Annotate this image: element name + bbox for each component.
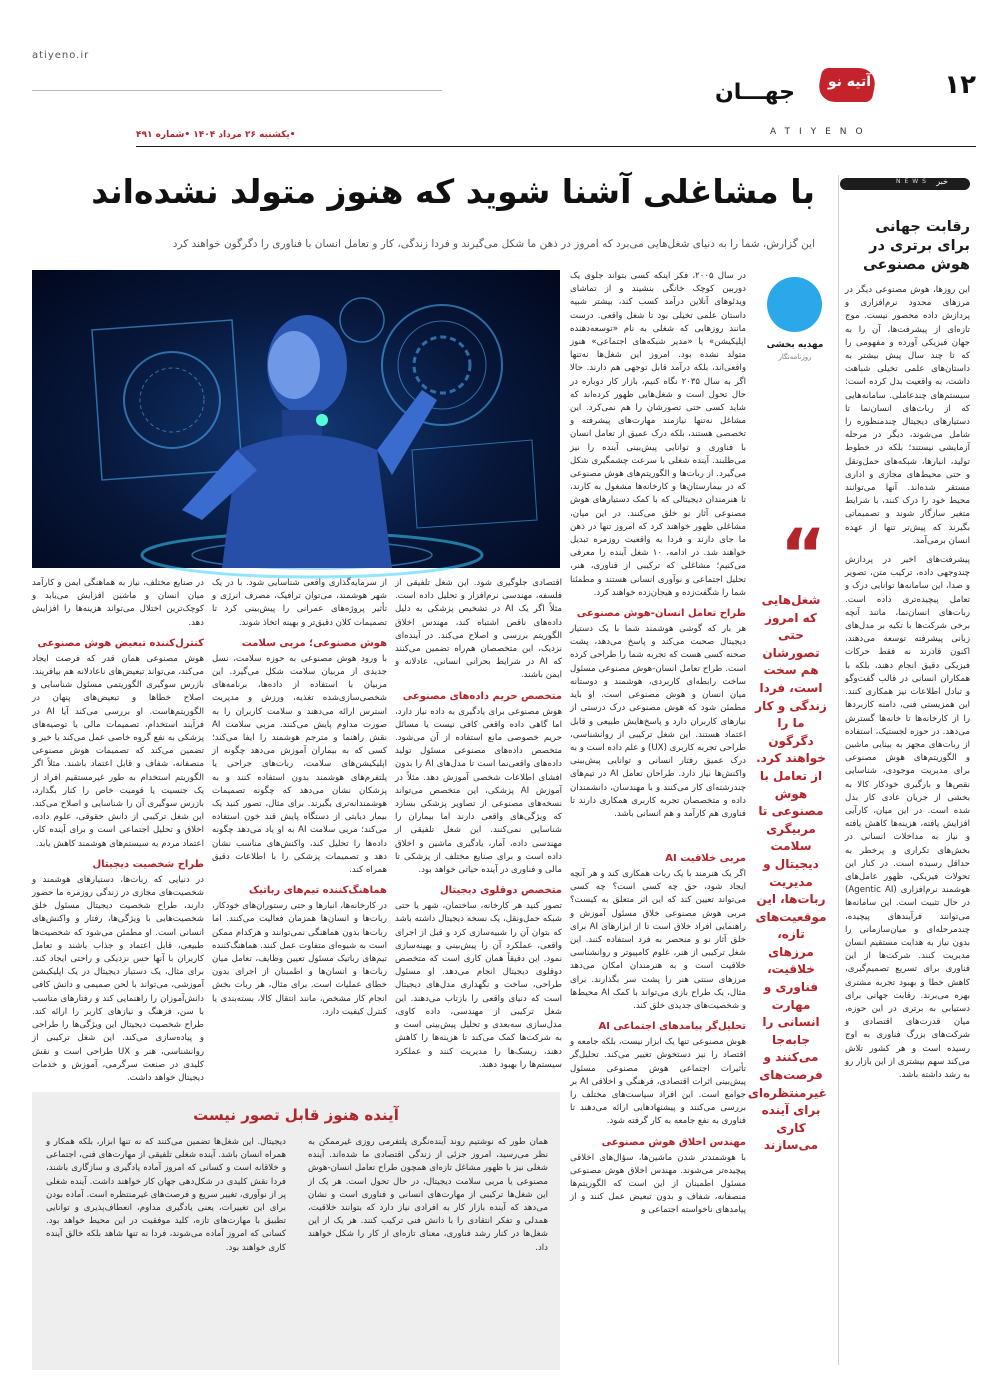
logo-latin: ATIYENO xyxy=(770,127,872,137)
author-name: مهدیه بخشی xyxy=(766,340,824,350)
site-url[interactable]: atiyeno.ir xyxy=(32,50,90,61)
article-title: با مشاغلی آشنا شوید که هنوز متولد نشده‌اند xyxy=(91,172,815,211)
article-para: هوش مصنوعی همان قدر که فرصت ایجاد می‌کند، می‌تواند تبعیض‌های ناعادلانه هم بیافریند. بازرس سوگیری الگوریتمی مسئول شناسایی و اصلاح خطاها و تبعیض‌های پنهان در الگوریتم‌هاست. او بررسی می‌کند آیا AI در فرآیند استخدام، تصمیمات مالی یا توصیه‌های پزشکی به نفع گروه خاصی عمل می‌کند یا خیر و تضمین می‌کند که تصمیمات هوش مصنوعی منصفانه، شفاف و قابل اعتماد باشند. مثلاً اگر الگوریتم استخدام به طور غیرمستقیم افراد از یک جنسیت یا قومیت خاص را کنار بگذارد، بازرس سوگیری آن را شناسایی و اصلاح می‌کند. این شغل ترکیبی از دانش حقوقی، علوم داده، اخلاق و تحلیل اجتماعی است و برای آینده کار، اعتماد مردم به سیستم‌های هوشمند کاهش یابد. xyxy=(32,653,204,849)
author-role: روزنامه‌نگار xyxy=(778,353,812,361)
box-para: همان طور که نوشتیم روند آینده‌نگری پلتفرمی روزی غیرممکن به نظر می‌رسید، امروز جزئی از زندگی اقتصادی ما شده‌اند. آینده شغلی نیز با ظهور مشاغل تازه‌ای همچون طراح تعامل انسان-هوش مصنوعی یا مربی سلامت دیجیتال، در حال تحول است. هر یک از این شغل‌ها ترکیبی از مهارت‌های انسانی و فناوری است و نشان می‌دهد که آینده بازار کار به افرادی نیاز دارد که بتوانند خلاقیت، همدلی و تفکر انتقادی را با دانش فنی ترکیب کنند. هر یک از این شغل‌ها در کنار رشد فناوری، معنای تازه‌ای از کار را شکل خواهند داد. xyxy=(308,1137,548,1253)
news-tag: خبر xyxy=(936,177,948,186)
article-column-d xyxy=(32,577,204,1083)
author-avatar xyxy=(767,277,822,332)
box-title: آینده هنوز قابل تصور نیست xyxy=(193,1106,399,1124)
date-line: •یکشنبه ۲۶ مرداد ۱۴۰۴ •شماره ۴۹۱ xyxy=(136,130,296,140)
sidebar-body xyxy=(845,284,970,1364)
article-para: هر بار که گوشی هوشمند شما با یک دستیار دیجیتال صحبت می‌کند و پاسخ می‌دهد، پشت صحنه کسی هست که تجربه شما را طراحی کرده است. طراح تعامل انسان-هوش مصنوعی مسئول ساخت رابطه‌ای کاربردی، هوشمند و دوستانه میان انسان و هوش مصنوعی است. او باید مطمئن شود که هوش مصنوعی درک درستی از نیازهای کاربران دارد و پاسخ‌هایش طبیعی و قابل اعتماد هستند. این شغل ترکیبی از روانشناسی، طراحی تجربه کاربری (UX) و علم داده است و به درک عمیق رفتار انسانی و توانایی پیش‌بینی واکنش‌ها نیاز دارد. طراحان تعامل AI در تیم‌های چندرشته‌ای کار می‌کنند و با مهندسان، دانشمندان داده و متخصصان تجربه کاربری همکاری دارند تا فناوری هم کارآمد و هم انسانی باشد. xyxy=(570,624,746,819)
article-para: هوش مصنوعی برای یادگیری به داده نیاز دارد، اما گاهی داده واقعی کافی نیست یا مسائل حریم خصوصی مانع استفاده از آن می‌شود. متخصص داده‌های مصنوعی مسئول تولید داده‌های واقعی‌نما است تا مدل‌های AI را بدون افشای اطلاعات شخصی آموزش دهد. مثلاً در آموزش AI پزشکی، این متخصص می‌تواند نسخه‌های مصنوعی از تصاویر پزشکی بسازد که ویژگی‌های واقعی دارند اما بیماران را شناسایی نمی‌کنند. این شغل تلفیقی از مهندسی داده، آمار، یادگیری ماشین و اخلاق داده است و برای صنایع مختلف از پزشکی تا مالی و فناوری در آینده حیاتی خواهد بود. xyxy=(395,706,562,876)
news-tag-latin: NEWS xyxy=(895,178,930,185)
logo-mark xyxy=(795,64,879,106)
future-box xyxy=(32,1092,560,1370)
article-para: از سرمایه‌گذاری واقعی شناسایی شود. با در یک شهر هوشمند، می‌توان ترافیک، مصرف انرژی و تأثیر پروژه‌های عمرانی را پیش‌بینی کرد تا تصمیمات کلان دقیق‌تر و بهینه اتخاذ شوند. xyxy=(212,578,387,628)
article-para: اگر یک هنرمند با یک ربات همکاری کند و هر آنچه ایجاد شود، حق چه کسی است؟ چه کسی می‌تواند تعیین کند که این اثر متعلق به کیست؟ مربی هوش مصنوعی خلاق مسئول آموزش و راهنمایی افراد خلاق است تا از ابزارهای AI برای خلق آثار نو و منحصر به فرد استفاده کنند. این شغل ترکیبی از هنر، علوم کامپیوتر و روانشناسی خلاقیت است و به هنرمندان امکان می‌دهد مرزهای سنتی هنر را پشت سر بگذارند. برای مثال، یک طراح بازی می‌تواند با کمک AI محیط‌ها و شخصیت‌های جدیدی خلق کند. xyxy=(570,869,746,1012)
quote-mark-icon: “ xyxy=(780,514,827,596)
article-subhead: مربی خلاقیت AI xyxy=(665,853,746,864)
article-subhead: مهندس اخلاق هوش مصنوعی xyxy=(601,1136,746,1148)
page-number: ۱۲ xyxy=(944,70,976,100)
article-subhead: تحلیل‌گر پیامدهای اجتماعی AI xyxy=(598,1021,746,1033)
article-para: در دنیایی که ربات‌ها، دستیارهای هوشمند و شخصیت‌های مجازی در زندگی روزمره ما حضور دارند، طراح شخصیت دیجیتال مسئول خلق شخصیت‌هایی با ویژگی‌ها، رفتار و واکنش‌های انسانی است. او مطمئن می‌شود که شخصیت‌ها طبیعی، قابل اعتماد و جذاب باشند و تعامل کاربران با آنها حس نزدیکی و راحتی ایجاد کند. برای مثال، یک دستیار دیجیتال در یک اپلیکیشن آموزشی، می‌تواند با لحن صمیمی و دانش کافی دانش‌آموزان را راهنمایی کند و رفتارهای مناسب با سن، فرهنگ و نیازهای کاربر را ارائه کند. طراح شخصیت دیجیتال این ویژگی‌ها را طراحی و پیاده‌سازی می‌کند. این شغل ترکیبی از روانشناسی، هنر و UX طراحی است و نقش کلیدی در صنعت سرگرمی، آموزش و خدمات دیجیتال خواهد داشت. xyxy=(32,874,204,1083)
article-column-b xyxy=(395,577,562,1077)
site-logo xyxy=(795,64,890,114)
box-column-1 xyxy=(308,1136,548,1364)
article-para: با هوشمندتر شدن ماشین‌ها، سؤال‌های اخلاقی پیچیده‌تر می‌شوند. مهندس اخلاق هوش مصنوعی مسئول اطمینان از این است که الگوریتم‌ها منصفانه، شفاف و بدون تبعیض عمل کنند و از پیامدهای ناخواسته اجتماعی و xyxy=(570,1152,746,1216)
article-para: تصور کنید هر کارخانه، ساختمان، شهر یا حتی شبکه حمل‌ونقل، یک نسخه دیجیتال داشته باشد که بتوان آن را شبیه‌سازی کرد و قبل از اجرای واقعی، عملکرد آن را پیش‌بینی و بهینه‌سازی نمود. این دقیقاً همان کاری است که متخصص دوقلوی دیجیتال انجام می‌دهد. او مسئول طراحی، ساخت و نگهداری مدل‌های دیجیتال است که دنیای واقعی را بازتاب می‌دهند. این شغل ترکیبی از مهندسی، داده کاوی، مدل‌سازی سه‌بعدی و تحلیل پیش‌بینی است و به شرکت‌ها کمک می‌کند تا هزینه‌ها را کاهش دهند، ریسک‌ها را مدیریت کنند و عملکرد سیستم‌ها را بهبود دهند. xyxy=(395,901,562,1070)
news-tag-bar xyxy=(840,178,970,190)
box-para: دیجیتال. این شغل‌ها تضمین می‌کنند که نه تنها ابزار، بلکه همکار و همراه انسان باشد. آینده شغلی تلفیقی از مهارت‌های فنی، اجتماعی و خلاقانه است و کسانی که امروز آماده یادگیری و سازگاری باشند، فردا نقش کلیدی در شکل‌دهی جهان کار خواهند داشت. آینده شغلی پر از نوآوری، تغییر سریع و فرصت‌های غیرمنتظره است. آماده بودن برای این تغییرات، یعنی یادگیری مداوم، انعطاف‌پذیری و توانایی تطبیق با مهارت‌های تازه، کلید موفقیت در این محیط خواهد بود. کسانی که امروز آماده می‌شوند، فردا نه تنها شاهد بلکه خالق آینده کاری خواهند بود. xyxy=(46,1137,286,1253)
article-subhead: طراح تعامل انسان-هوش مصنوعی xyxy=(576,608,746,620)
sidebar-divider xyxy=(838,175,839,1365)
sidebar-para: این روزها، هوش مصنوعی دیگر در مرزهای محدود نرم‌افزاری و پردازش داده محصور نیست. موج تازه‌ای از پیشرفت‌ها، آن را به جهان فیزیکی آورده و مفهومی را که تا چند سال پیش بیشتر به داستان‌های علمی تخیلی شباهت داشت، به واقعیت بدل کرده است: سیستم‌های چندعاملی. سامانه‌هایی که از ربات‌های انسان‌نما تا دستیارهای دیجیتال چندمنظوره را شامل می‌شوند، دیگر در مرحله آزمایشی نیستند؛ بلکه در خطوط تولید، انبارها، شبکه‌های حمل‌ونقل و حتی محیط‌های مجازی و اداری مستقر شده‌اند. آنها می‌توانند محیط خود را درک کنند، با شرایط متغیر سازگار شوند و تصمیماتی بگیرند که پیش‌تر تنها از عهده انسان برمی‌آمد. xyxy=(845,285,970,546)
article-column-c xyxy=(212,577,387,1077)
article-subhead: طراح شخصیت دیجیتال xyxy=(92,858,204,870)
logo-text: آتیه نو xyxy=(827,74,871,90)
article-subhead: متخصص حریم داده‌های مصنوعی xyxy=(402,690,562,702)
header-rule-left xyxy=(32,90,442,91)
article-lead: این گزارش، شما را به دنیای شغل‌هایی می‌برد که امروز در ذهن ما شکل می‌گیرند و فردا زندگی، کار و تعامل انسان با فناوری را دگرگون خواهند کرد xyxy=(172,238,815,250)
hero-image xyxy=(32,270,560,568)
article-subhead: کنترل‌کننده تبعیض هوش مصنوعی xyxy=(37,637,204,649)
article-para: با ورود هوش مصنوعی به حوزه سلامت، نسل جدیدی از مربیان سلامت شکل می‌گیرد. این مربیان با استفاده از داده‌ها، برنامه‌های شخصی‌سازی‌شده تغذیه، ورزش و مدیریت استرس ارائه می‌دهند و سلامت کاربران را به صورت مداوم پایش می‌کنند. مربی سلامت AI نقش راهنما و مترجم هوشمند را ایفا می‌کند؛ کسی که به بیماران آموزش می‌دهد چگونه از اپلیکیشن‌های سلامت، ربات‌های جراحی یا پلتفرم‌های هوشمند بدون استفاده کنند و به پزشکان نشان می‌دهد که چگونه تصمیمات هوشمندانه‌تری بگیرند. برای مثال، تصور کنید یک بیمار دیابتی از دستگاه پایش قند خون استفاده می‌کند؛ مربی سلامت AI به او یاد می‌دهد چگونه داده‌ها را تحلیل کند، واکنش‌های مناسب نشان دهد و تصمیمات پزشکی را با اطلاعات دقیق همراه کند. xyxy=(212,653,387,876)
sidebar-title: رقابت جهانی برای برتری در هوش مصنوعی xyxy=(862,219,970,273)
article-para: در صنایع مختلف، نیاز به هماهنگی ایمن و کارآمد میان انسان و ماشین افزایش می‌یابد و کوچک‌ترین اختلال می‌تواند هزینه‌ها را افزایش دهد. xyxy=(32,578,204,628)
robot-illustration xyxy=(32,270,560,568)
section-title: جهـــان xyxy=(715,80,795,105)
pullquote: شغل‌هایی که امروز حتی تصورشان هم سخت است، فردا زندگی و کار ما را دگرگون خواهند کرد. از تعامل با هوش مصنوعی تا مربیگری سلامت دیجیتال و مدیریت ربات‌ها، این موقعیت‌های تازه، مرزهای خلاقیت، فناوری و مهارت انسانی را جابه‌جا می‌کنند و فرصت‌های غیرمنتظره‌ای برای آینده کاری می‌سازند xyxy=(747,593,827,1153)
article-para: در سال ۲۰۰۵، فکر اینکه کسی بتواند جلوی یک دوربین کوچک خانگی بنشیند و از تماشای ویدئوهای آنلاین درآمد کسب کند، بیشتر شبیه داستان علمی تخیلی بود تا شغل واقعی. درست مانند روزهایی که شغلی به نام «توسعه‌دهنده اپلیکیشن» یا «مدیر شبکه‌های اجتماعی» هنوز متولد نشده بود. امروز این شغل‌ها نه‌تنها واقعی‌اند، بلکه درآمد قابل توجهی هم دارند. حالا اگر به سال ۲۰۳۵ نگاه کنیم، بازار کار دوباره در حال تحول است و شغل‌هایی ظهور کرده‌اند که شاید کسی حتی تصورشان را هم نمی‌کرد. این مشاغل نه‌تنها نیازمند مهارت‌های پیشرفته و تخصصی هستند، بلکه درک عمیق از تعامل انسان با فناوری و توانایی پیش‌بینی آینده را نیز می‌طلبند. آینده شغلی با سرعت چشمگیری شکل می‌گیرد. از ربات‌ها و الگوریتم‌های هوش مصنوعی که در بیمارستان‌ها و کارخانه‌ها مشغول به کارند، تا هنرمندان دیجیتالی که با کمک دستیارهای هوش مصنوعی آثار نو خلق می‌کنند. در این میان، مشاغلی ظهور خواهند کرد که امروز تنها در ذهن ما جای دارند و فردا به واقعیت روزمره تبدیل خواهند شد. در ادامه، ۱۰ شغل آینده را معرفی می‌کنیم؛ مشاغلی که ترکیبی از فناوری، هنر، تحلیل اجتماعی و نوآوری انسانی هستند و مطمئنا شما را شگفت‌زده و هیجان‌زده خواهند کرد. xyxy=(570,271,746,598)
header-rule xyxy=(136,146,976,147)
article-para: هوش مصنوعی تنها یک ابزار نیست، بلکه جامعه و اقتصاد را نیز دستخوش تغییر می‌کند. تحلیل‌گر تأثیرات اجتماعی هوش مصنوعی مسئول پیش‌بینی اثرات اقتصادی، فرهنگی و اخلاقی AI بر جوامع است. این افراد سیاست‌های مختلف را بررسی می‌کنند و پیشنهادهایی ارائه می‌دهند تا فناوری به نفع جامعه به کار گرفته شود. xyxy=(570,1037,746,1127)
article-column-e xyxy=(570,845,746,1365)
article-subhead: متخصص دوقلوی دیجیتال xyxy=(439,885,562,897)
article-para: اقتصادی جلوگیری شود. این شغل تلفیقی از فلسفه، مهندسی نرم‌افزار و تحلیل داده است. مثلاً اگر یک AI در تشخیص پزشکی به دلیل داده‌های ناقص اشتباه کند، مهندس اخلاق الگوریتم بررسی و اصلاح می‌کند. در آینده‌ای نزدیک، این متخصصان هم‌راه تضمین می‌کنند که AI در شرایط بحرانی انسانی، عادلانه و ایمن باشند. xyxy=(395,578,562,681)
article-subhead: هوش مصنوعی؛ مربی سلامت xyxy=(241,637,387,649)
article-para: در کارخانه‌ها، انبارها و حتی رستوران‌های خودکار، ربات‌ها و انسان‌ها همزمان فعالیت می‌کنند. اما ربات‌ها بدون هماهنگی نمی‌توانند و هرکدام ممکن است به شیوه‌ای متفاوت عمل کنند. هماهنگ‌کننده تیم‌های رباتیک مسئول تعیین وظایف، تعامل میان ربات‌ها و انسان‌ها و اطمینان از اجرای بدون خطای عملیات است. برای مثال، هر ربات بخش انجام کار مشخص، مانند انتقال کالا، بسته‌بندی یا کنترل کیفیت دارد. xyxy=(212,901,387,1017)
article-subhead: هماهنگ‌کننده تیم‌های رباتیک xyxy=(248,885,387,897)
box-column-2 xyxy=(46,1136,286,1364)
sidebar-para: پیشرفت‌های اخیر در پردازش چندوجهی داده، ترکیب متن، تصویر و صدا، این سامانه‌ها توانایی درک و تعامل پیچیده‌تری داده است. ربات‌های انسان‌نما، مانند آنچه برخی شرکت‌ها با تکیه بر مدل‌های زبانی پیشرفته توسعه می‌دهند، اکنون قادرند نه فقط حرکات فیزیکی دقیق انجام دهند، بلکه با همکاران انسانی در قالب گفت‌وگو و تبادل اطلاعات نیز همکاری کنند. این همزیستی فنی، دامنه کاربردها را از کارخانه‌ها تا خانه‌ها گسترش می‌دهد. در حوزه لجستیک، استفاده از ربات‌های مجهز به بینایی ماشین و الگوریتم‌های هوش مصنوعی برای مدیریت موجودی، شناسایی نقص‌ها و بارگیری خودکار کالا به بخشی از جریان عادی کار بدل شده است. در این میان، کارآیی افزایش یافته، هزینه‌ها کاهش یافته و نیاز به مداخلات انسانی در بخش‌های تکراری و پرخطر به حداقل رسیده است. در کنار این تحولات فیزیکی، ظهور عامل‌های هوشمند نرم‌افزاری (Agentic AI) در حال تثبیت است. این سامانه‌ها می‌توانند فرآیندهای پیچیده، چندمرحله‌ای و میان‌سازمانی را بدون نیاز به هدایت مستقیم انسان مدیریت کنند. شرکت‌ها از این فناوری برای تسریع تصمیم‌گیری، کاهش خطا و بهبود تجربه مشتری بهره می‌برند. رقابت جهانی برای دستیابی به برتری در این حوزه، میان قدرت‌های اقتصادی و شرکت‌های بزرگ فناوری به اوج رسیده است و هر کشور تلاش می‌کند سهم بیشتری از این بازار رو به رشد داشته باشد. xyxy=(845,555,970,1080)
